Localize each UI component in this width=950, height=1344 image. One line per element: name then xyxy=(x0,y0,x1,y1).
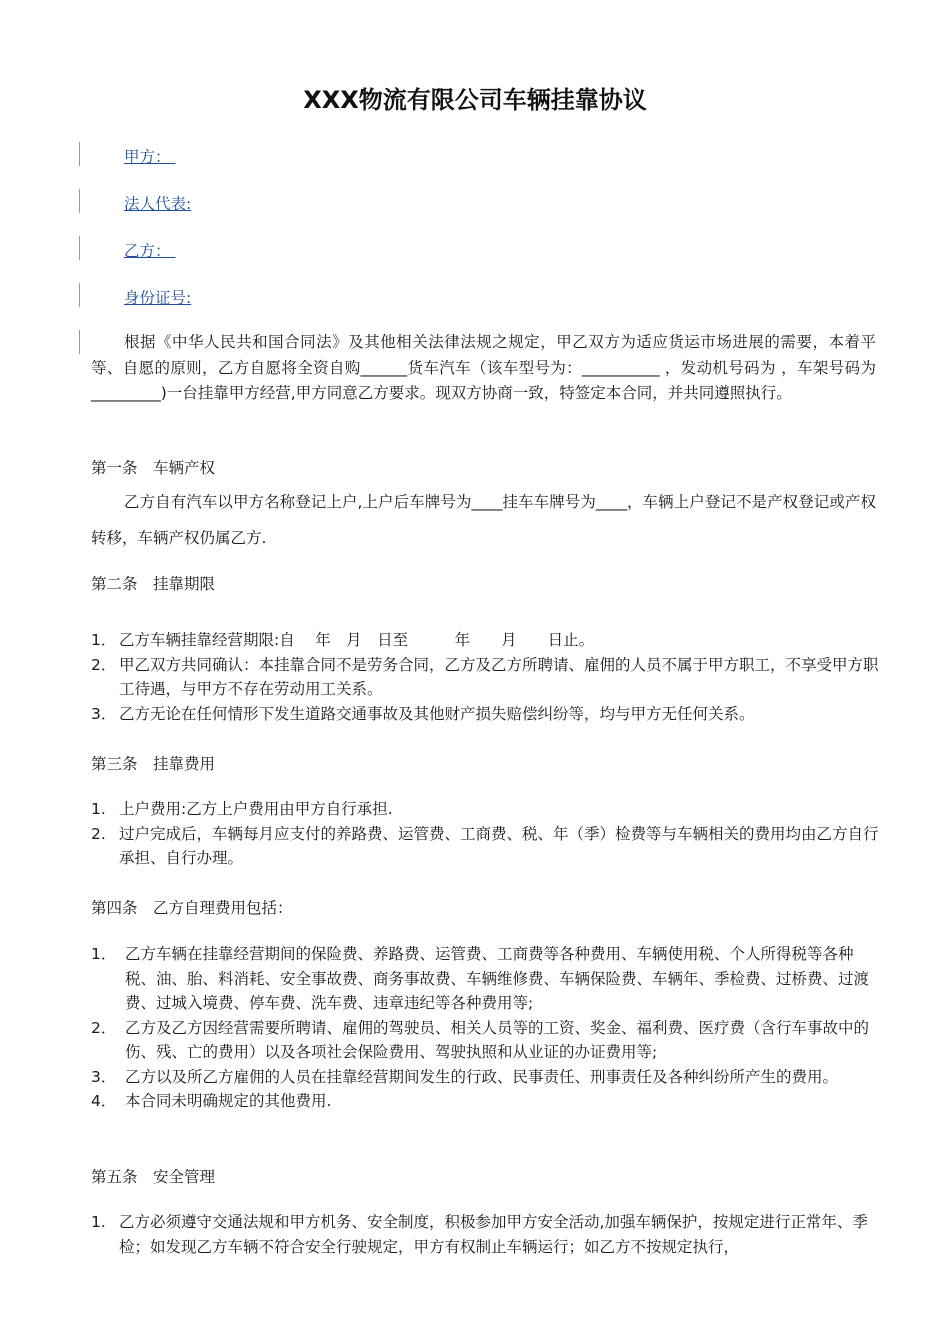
change-bar xyxy=(79,236,80,260)
change-bar xyxy=(79,283,80,307)
list-item xyxy=(91,1089,883,1114)
item-text: 乙方及乙方因经营需要所聘请、雇佣的驾驶员、相关人员等的工资、奖金、福利费、医疗费（含行车事故中的伤、残、亡的费用）以及各项社会保险费用、驾驶执照和从业证的办证费用等; xyxy=(125,1018,870,1061)
change-bar xyxy=(79,142,80,166)
item-text: 乙方无论在任何情形下发生道路交通事故及其他财产损失赔偿纠纷等，均与甲方无任何关系。 xyxy=(119,704,755,723)
list-item xyxy=(91,797,883,822)
article-2-list xyxy=(91,628,883,726)
list-item xyxy=(91,822,883,871)
item-number: 1． xyxy=(91,631,117,649)
article-2-heading: 第二条 挂靠期限 xyxy=(91,575,216,593)
intro-paragraph: 根据《中华人民共和国合同法》及其他相关法律法规之规定，甲乙双方为适应货运市场进展的需要，本着平等、自愿的原则，乙方自愿将全资自购______货车汽车（该车型号为：__________ ，发动机号码为 ，车架号码为_________)一台挂靠甲方经营,甲方同意乙方要求。现双方协商一致，特签定本合同，并共同遵照执行。 xyxy=(91,333,876,402)
item-number: 1. xyxy=(91,800,106,818)
item-number: 2． xyxy=(91,1018,117,1037)
change-bar xyxy=(79,330,80,354)
item-text: 本合同未明确规定的其他费用. xyxy=(125,1092,332,1110)
change-bar xyxy=(79,189,80,213)
list-item xyxy=(91,942,883,1016)
list-item xyxy=(91,628,883,653)
party-b-field[interactable]: 乙方： xyxy=(124,242,176,260)
item-text: 乙方车辆在挂靠经营期间的保险费、养路费、运管费、工商费等各种费用、车辆使用税、个人所得税等各种税、油、胎、料消耗、安全事故费、商务事故费、车辆维修费、车辆保险费、车辆年、季检费、过桥费、过渡费、过城入境费、停车费、洗车费、违章违纪等各种费用等; xyxy=(125,945,870,1012)
list-item xyxy=(91,1210,883,1259)
article-5-list xyxy=(91,1210,883,1259)
article-3-heading: 第三条 挂靠费用 xyxy=(91,755,216,773)
item-text: 过户完成后，车辆每月应支付的养路费、运管费、工商费、税、年（季）检费等与车辆相关的费用均由乙方自行承担、自行办理。 xyxy=(119,824,879,867)
article-1-heading: 第一条 车辆产权 xyxy=(91,459,216,477)
item-text: 上户费用:乙方上户费用由甲方自行承担. xyxy=(119,800,393,818)
article-4-heading: 第四条 乙方自理费用包括： xyxy=(91,899,293,917)
article-5-heading: 第五条 安全管理 xyxy=(91,1168,216,1186)
list-item xyxy=(91,1065,883,1090)
item-number: 3． xyxy=(91,704,117,723)
item-text: 甲乙双方共同确认：本挂靠合同不是劳务合同，乙方及乙方所聘请、雇佣的人员不属于甲方职工，不享受甲方职工待遇，与甲方不存在劳动用工关系。 xyxy=(119,655,879,698)
item-number: 1. xyxy=(91,1213,106,1231)
item-text: 乙方必须遵守交通法规和甲方机务、安全制度，积极参加甲方安全活动,加强车辆保护，按规定进行正常年、季检；如发现乙方车辆不符合安全行驶规定，甲方有权制止车辆运行；如乙方不按规定执行， xyxy=(119,1213,868,1256)
item-number: 2． xyxy=(91,655,117,674)
item-text: 乙方车辆挂靠经营期限:自 年 月 日至 年 月 日止。 xyxy=(119,631,595,649)
item-number: 1． xyxy=(91,945,117,963)
article-3-list xyxy=(91,797,883,871)
document-title: XXX物流有限公司车辆挂靠协议 xyxy=(303,86,647,114)
item-number: 2. xyxy=(91,824,106,843)
item-number: 3． xyxy=(91,1067,117,1086)
article-4-list xyxy=(91,942,883,1114)
id-number-field[interactable]: 身份证号: xyxy=(124,289,192,307)
list-item xyxy=(91,1016,883,1065)
list-item xyxy=(91,702,883,727)
list-item xyxy=(91,653,883,702)
article-1-text: 乙方自有汽车以甲方名称登记上户,上户后车牌号为____挂车车牌号为____，车辆上户登记不是产权登记或产权转移，车辆产权仍属乙方. xyxy=(91,493,876,547)
party-a-field[interactable]: 甲方： xyxy=(124,148,176,166)
legal-rep-field[interactable]: 法人代表: xyxy=(124,195,192,213)
item-text: 乙方以及所乙方雇佣的人员在挂靠经营期间发生的行政、民事责任、刑事责任及各种纠纷所产生的费用。 xyxy=(125,1067,839,1086)
item-number: 4． xyxy=(91,1092,117,1110)
